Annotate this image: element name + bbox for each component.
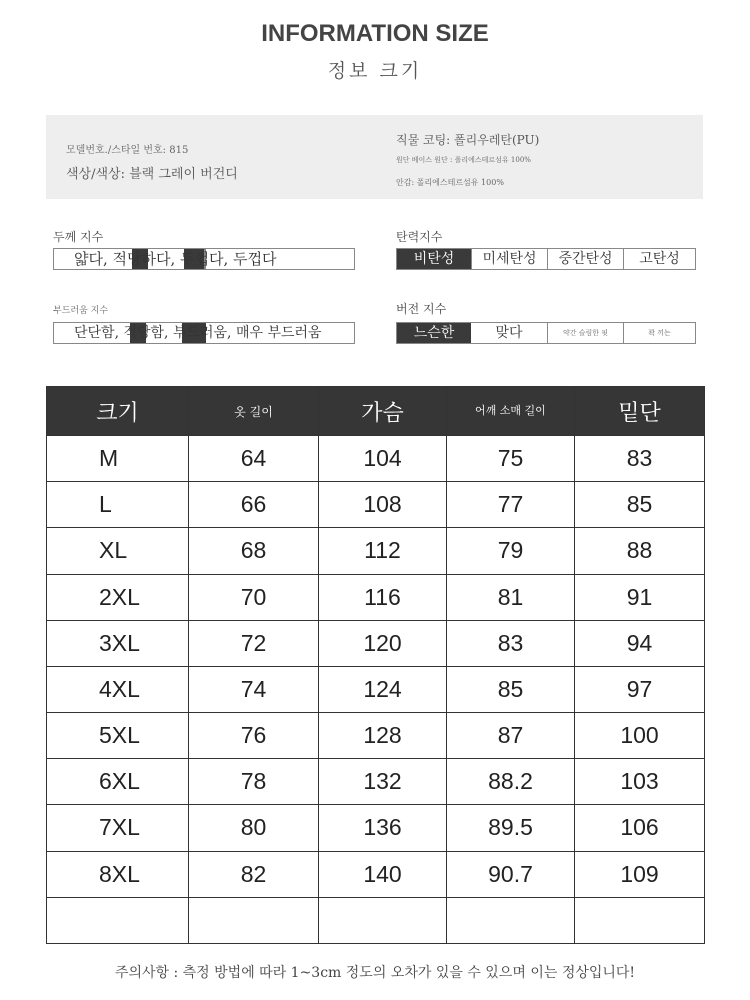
cell-chest: 116 <box>319 574 447 620</box>
cell-length: 68 <box>189 528 319 574</box>
cell-shoulder-sleeve: 88.2 <box>447 759 575 805</box>
cell-size: 4XL <box>47 666 189 712</box>
cell-chest: 124 <box>319 666 447 712</box>
cell-length: 72 <box>189 620 319 666</box>
cell-shoulder-sleeve: 87 <box>447 713 575 759</box>
elasticity-options <box>396 248 696 270</box>
cell-hem: 85 <box>575 482 705 528</box>
cell-length <box>189 897 319 943</box>
elasticity-option-medium: 중간탄성 <box>547 249 623 269</box>
softness-label: 부드러움 지수 <box>53 306 109 316</box>
fabric-coating: 직물 코팅: 폴리우레탄(PU) <box>396 133 540 147</box>
cell-chest: 104 <box>319 436 447 482</box>
cell-chest <box>319 897 447 943</box>
cell-length: 66 <box>189 482 319 528</box>
fit-option-tight: 꽉 끼는 <box>623 323 695 343</box>
base-fabric: 원단 베이스 원단 : 폴리에스테르섬유 100% <box>396 156 531 164</box>
fit-option-loose: 느슨한 <box>397 323 471 343</box>
title-korean: 정보 크기 <box>327 60 423 82</box>
cell-chest: 136 <box>319 805 447 851</box>
cell-hem <box>575 897 705 943</box>
cell-chest: 120 <box>319 620 447 666</box>
cell-chest: 108 <box>319 482 447 528</box>
cell-length: 82 <box>189 851 319 897</box>
cell-hem: 106 <box>575 805 705 851</box>
header-size: 크기 <box>47 387 189 436</box>
cell-hem: 88 <box>575 528 705 574</box>
fit-option-regular: 맞다 <box>495 325 523 341</box>
table-row <box>47 805 705 851</box>
table-row <box>47 851 705 897</box>
softness-options-text: 단단함, 적당함, 부드러움, 매우 부드러움 <box>74 325 322 341</box>
cell-size: XL <box>47 528 189 574</box>
table-row <box>47 759 705 805</box>
elasticity-label: 탄력지수 <box>396 230 443 244</box>
thickness-label: 두께 지수 <box>53 230 104 244</box>
color-info: 색상/색상: 블랙 그레이 버건디 <box>66 167 238 182</box>
cell-size: 5XL <box>47 713 189 759</box>
cell-hem: 91 <box>575 574 705 620</box>
cell-chest: 140 <box>319 851 447 897</box>
cell-hem: 103 <box>575 759 705 805</box>
table-row <box>47 482 705 528</box>
product-info-box <box>46 115 703 199</box>
model-number: 모델번호./스타일 번호: 815 <box>66 145 189 156</box>
cell-chest: 132 <box>319 759 447 805</box>
cell-shoulder-sleeve <box>447 897 575 943</box>
cell-shoulder-sleeve: 90.7 <box>447 851 575 897</box>
cell-hem: 83 <box>575 436 705 482</box>
fit-options <box>396 322 696 344</box>
table-row <box>47 897 705 943</box>
table-row <box>47 713 705 759</box>
header-shoulder-sleeve: 어깨 소매 길이 <box>447 387 575 436</box>
cell-length: 76 <box>189 713 319 759</box>
cell-size: 7XL <box>47 805 189 851</box>
cell-size: 3XL <box>47 620 189 666</box>
cell-chest: 128 <box>319 713 447 759</box>
header-length: 옷 길이 <box>189 387 319 436</box>
thickness-options <box>53 248 355 270</box>
table-row <box>47 528 705 574</box>
fit-label: 버전 지수 <box>396 302 447 316</box>
cell-shoulder-sleeve: 81 <box>447 574 575 620</box>
cell-length: 80 <box>189 805 319 851</box>
thickness-options-text: 얇다, 적당하다, 두껍다, 두껍다 <box>74 250 277 268</box>
lining-info: 안감: 폴리에스테르섬유 100% <box>396 178 504 187</box>
cell-hem: 100 <box>575 713 705 759</box>
softness-options <box>53 322 355 344</box>
header-hem: 밑단 <box>575 387 705 436</box>
cell-hem: 109 <box>575 851 705 897</box>
header-chest: 가슴 <box>319 387 447 436</box>
cell-size <box>47 897 189 943</box>
cell-size: 8XL <box>47 851 189 897</box>
cell-length: 64 <box>189 436 319 482</box>
table-row <box>47 620 705 666</box>
cell-shoulder-sleeve: 89.5 <box>447 805 575 851</box>
cell-chest: 112 <box>319 528 447 574</box>
table-row <box>47 666 705 712</box>
cell-hem: 97 <box>575 666 705 712</box>
table-header-row <box>47 387 705 436</box>
cell-length: 70 <box>189 574 319 620</box>
cell-hem: 94 <box>575 620 705 666</box>
fit-option-slim: 약간 슬림한 핏 <box>547 323 623 343</box>
cell-length: 78 <box>189 759 319 805</box>
cell-size: 6XL <box>47 759 189 805</box>
cell-size: 2XL <box>47 574 189 620</box>
elasticity-option-high: 고탄성 <box>623 249 695 269</box>
table-body <box>47 436 705 944</box>
size-table <box>46 386 705 944</box>
elasticity-option-none: 비탄성 <box>397 249 471 269</box>
cell-shoulder-sleeve: 77 <box>447 482 575 528</box>
cell-shoulder-sleeve: 79 <box>447 528 575 574</box>
cell-shoulder-sleeve: 83 <box>447 620 575 666</box>
cell-shoulder-sleeve: 85 <box>447 666 575 712</box>
cell-shoulder-sleeve: 75 <box>447 436 575 482</box>
cell-size: L <box>47 482 189 528</box>
cell-length: 74 <box>189 666 319 712</box>
measurement-note: 주의사항 : 측정 방법에 따라 1~3cm 정도의 오차가 있을 수 있으며 이는 정상입니다! <box>114 965 636 981</box>
table-row <box>47 574 705 620</box>
title-english: INFORMATION SIZE <box>261 20 489 47</box>
cell-size: M <box>47 436 189 482</box>
table-row <box>47 436 705 482</box>
elasticity-option-slight: 미세탄성 <box>471 249 547 269</box>
